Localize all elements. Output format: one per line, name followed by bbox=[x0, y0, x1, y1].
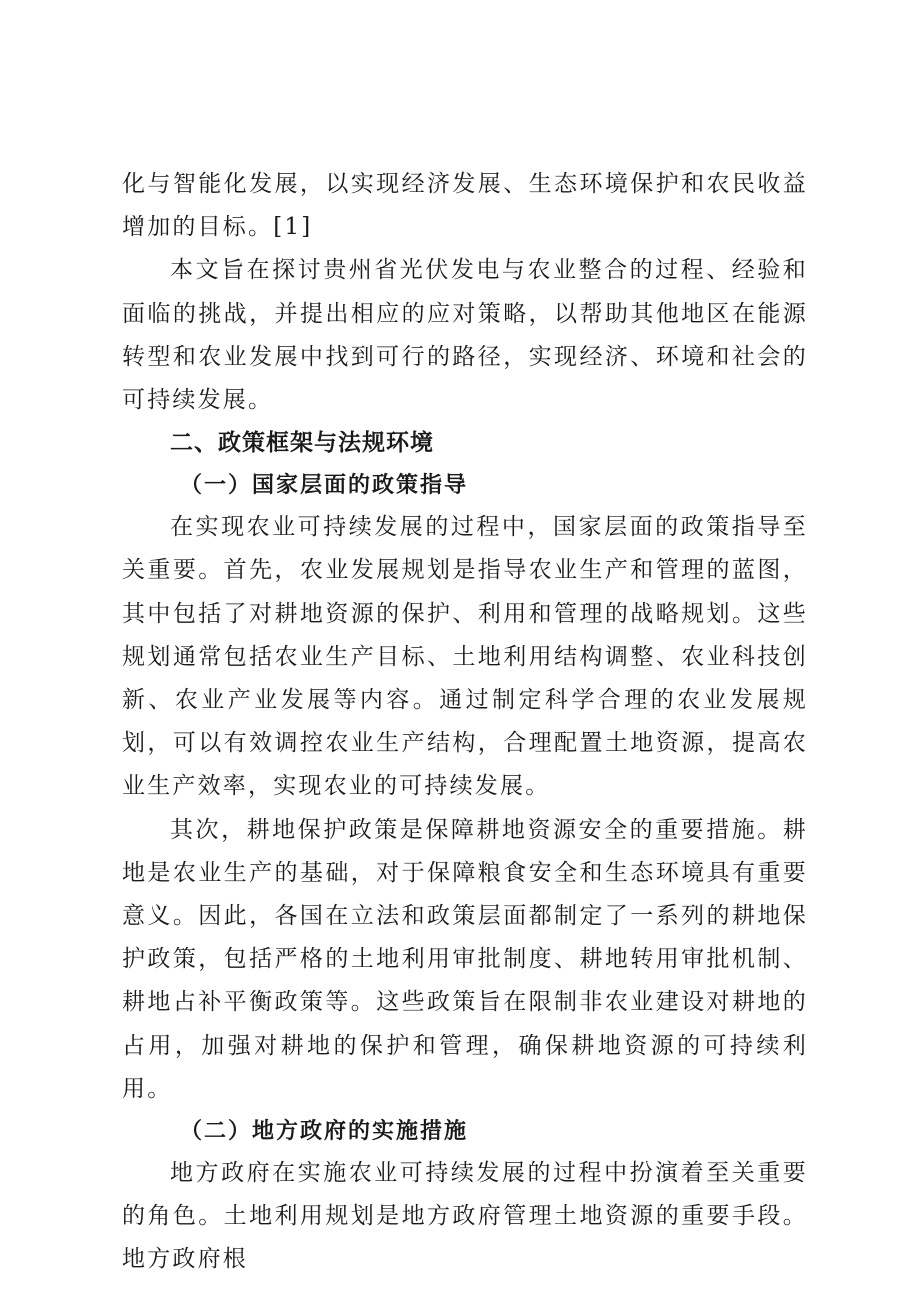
paragraph-local-measures: 地方政府在实施农业可持续发展的过程中扮演着至关重要的角色。土地利用规划是地方政府管理土地资源的重要手段。地方政府根 bbox=[122, 1160, 808, 1273]
subheading-local-measures: （二）地方政府的实施措施 bbox=[180, 1118, 469, 1145]
paragraph-national-policy-2: 其次，耕地保护政策是保障耕地资源安全的重要措施。耕地是农业生产的基础，对于保障粮食安全和生态环境具有重要意义。因此，各国在立法和政策层面都制定了一系列的耕地保护政策，包括严格的土地利用审批制度、耕地转用审批机制、耕地占补平衡政策等。这些政策旨在限制非农业建设对耕地的占用，加强对耕地的保护和管理，确保耕地资源的可持续利用。 bbox=[122, 816, 808, 1102]
paragraph-intro-purpose: 本文旨在探讨贵州省光伏发电与农业整合的过程、经验和面临的挑战，并提出相应的应对策略，以帮助其他地区在能源转型和农业发展中找到可行的路径，实现经济、环境和社会的可持续发展。 bbox=[122, 257, 808, 414]
section-heading-policy-framework: 二、政策框架与法规环境 bbox=[170, 430, 434, 457]
subheading-national-policy: （一）国家层面的政策指导 bbox=[180, 472, 469, 499]
paragraph-national-policy-1: 在实现农业可持续发展的过程中，国家层面的政策指导至关重要。首先，农业发展规划是指导农业生产和管理的蓝图，其中包括了对耕地资源的保护、利用和管理的战略规划。这些规划通常包括农业生产目标、土地利用结构调整、农业科技创新、农业产业发展等内容。通过制定科学合理的农业发展规划，可以有效调控农业生产结构，合理配置土地资源，提高农业生产效率，实现农业的可持续发展。 bbox=[122, 514, 808, 800]
paragraph-intro-continued: 化与智能化发展，以实现经济发展、生态环境保护和农民收益增加的目标。[1] bbox=[122, 171, 808, 241]
document-body bbox=[122, 163, 808, 1282]
